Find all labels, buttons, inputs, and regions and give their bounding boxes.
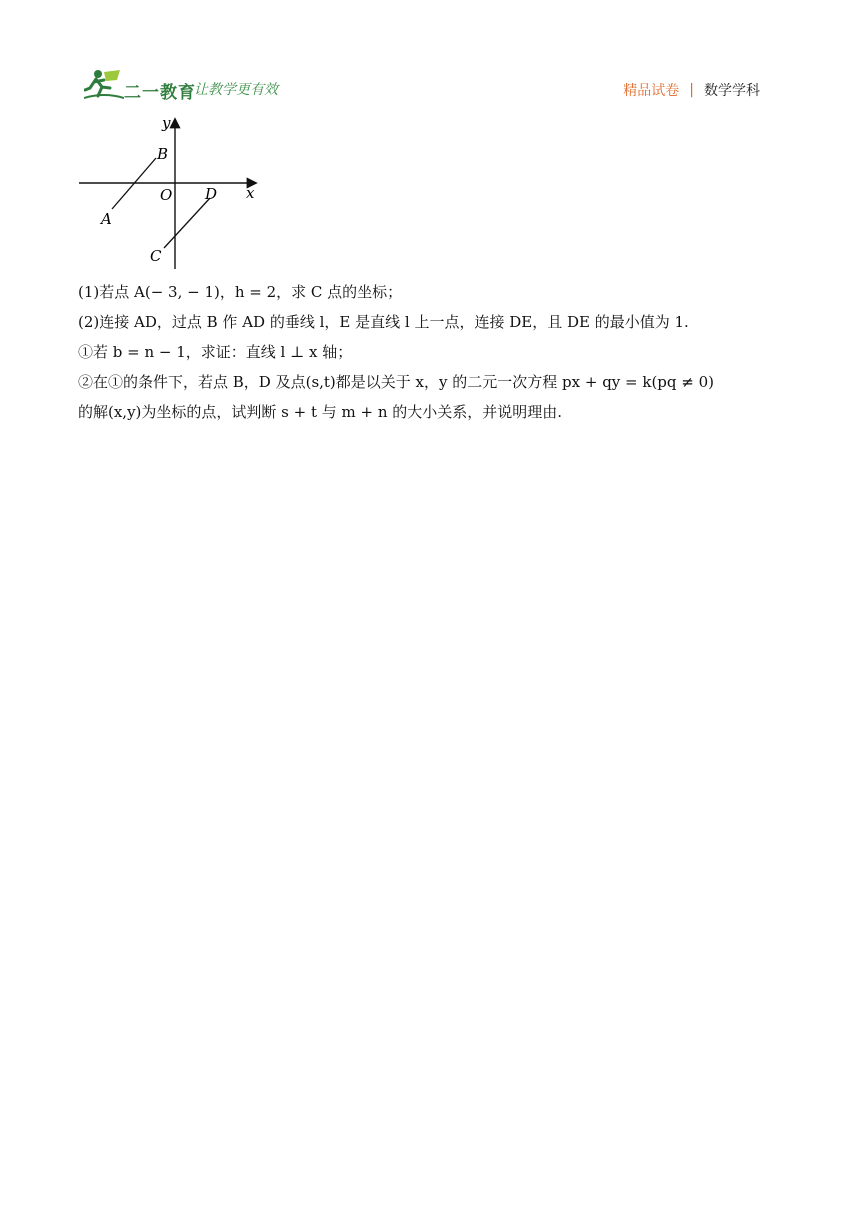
part-2-text: (2)连接 AD，过点 B 作 AD 的垂线 l，E 是直线 l 上一点，连接 DE，且 DE 的最小值为 1. xyxy=(78,313,689,331)
header-right xyxy=(623,80,760,100)
label-c: C xyxy=(150,247,162,265)
label-y: y xyxy=(162,114,171,132)
brand-name: 二一教育 xyxy=(124,83,196,103)
label-x: x xyxy=(246,184,255,202)
logo xyxy=(84,68,304,104)
label-d: D xyxy=(205,185,218,203)
coordinate-figure xyxy=(74,112,274,277)
part-2b-text: ②在①的条件下，若点 B，D 及点(s,t)都是以关于 x，y 的二元一次方程 px + qy = k(pq ≠ 0) xyxy=(78,373,715,391)
part-2b-text-cont: 的解(x,y)为坐标的点，试判断 s + t 与 m + n 的大小关系，并说明理由. xyxy=(78,403,563,421)
header-subject: 数学学科 xyxy=(704,83,760,99)
part-1-text: (1)若点 A(− 3, − 1)，h = 2，求 C 点的坐标； xyxy=(78,283,403,301)
segment-cd xyxy=(164,198,210,248)
header-tag: 精品试卷 xyxy=(623,83,680,99)
header-separator: | xyxy=(689,82,694,98)
figure-svg xyxy=(74,112,274,277)
label-b: B xyxy=(157,145,169,163)
part-2a-text: ①若 b = n − 1，求证：直线 l ⊥ x 轴； xyxy=(78,343,353,361)
label-a: A xyxy=(101,210,112,228)
brand-slogan: 让教学更有效 xyxy=(194,82,278,98)
label-origin: O xyxy=(160,186,173,204)
runner-logo-icon xyxy=(84,68,124,102)
page-header xyxy=(0,0,860,110)
problem-text xyxy=(78,277,778,427)
